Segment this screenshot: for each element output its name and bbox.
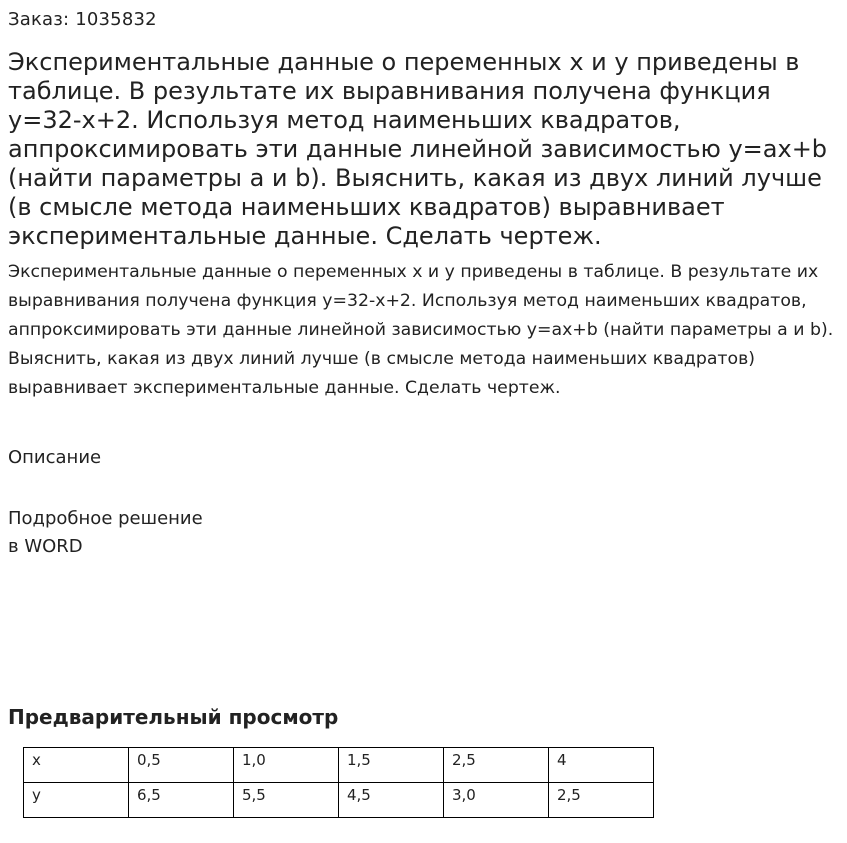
table-cell: y <box>24 783 129 818</box>
table-cell: 4 <box>549 748 654 783</box>
table-cell: 0,5 <box>129 748 234 783</box>
description-label: Описание <box>8 447 102 468</box>
table-cell: 3,0 <box>444 783 549 818</box>
table-cell: 1,0 <box>234 748 339 783</box>
solution-line-2: в WORD <box>8 536 83 557</box>
table-cell: 2,5 <box>549 783 654 818</box>
problem-text: Экспериментальные данные о переменных x и y приведены в таблице. В результате их выравнивания получена функция y=32-x+2. Используя метод наименьших квадратов, аппроксимировать эти данные линейной зависимостью y=ax+b (найти параметры a и b). Выяснить, какая из двух линий лучше (в смысле метода наименьших квадратов) выравнивает экспериментальные данные. Сделать чертеж. <box>8 262 834 398</box>
table-cell: 4,5 <box>339 783 444 818</box>
table-row-x <box>24 748 654 783</box>
solution-line-1: Подробное решение <box>8 508 203 529</box>
data-table <box>23 747 654 818</box>
problem-title: Экспериментальные данные о переменных x и y приведены в таблице. В результате их выравнивания получена функция y=32-x+2. Используя метод наименьших квадратов, аппроксимировать эти данные линейной зависимостью y=ax+b (найти параметры a и b). Выяснить, какая из двух линий лучше (в смысле метода наименьших квадратов) выравнивает экспериментальные данные. Сделать чертеж. <box>8 48 828 250</box>
table-cell: 1,5 <box>339 748 444 783</box>
table-cell: 5,5 <box>234 783 339 818</box>
table-cell: 2,5 <box>444 748 549 783</box>
table-cell: 6,5 <box>129 783 234 818</box>
preview-heading: Предварительный просмотр <box>8 705 339 729</box>
order-number: Заказ: 1035832 <box>8 9 157 30</box>
table-row-y <box>24 783 654 818</box>
table-cell: x <box>24 748 129 783</box>
solution-info <box>8 505 203 561</box>
